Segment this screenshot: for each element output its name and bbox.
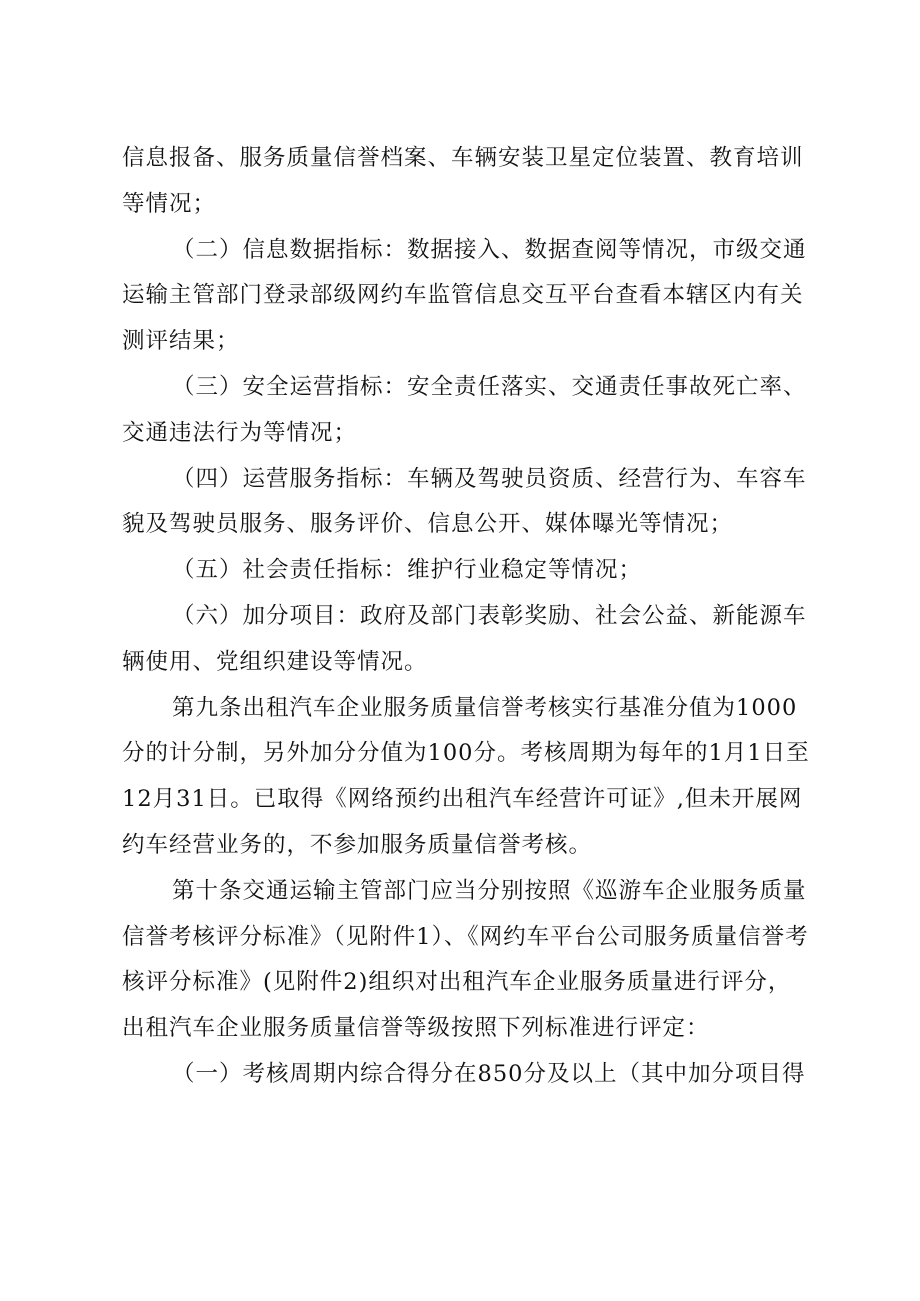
paragraph-operation-service-indicators: （四）运营服务指标：车辆及驾驶员资质、经营行为、车容车貌及驾驶员服务、服务评价、信息公开、媒体曝光等情况； xyxy=(122,465,807,538)
paragraph-bonus-items: （六）加分项目：政府及部门表彰奖励、社会公益、新能源车辆使用、党组织建设等情况。 xyxy=(122,602,807,675)
paragraph-safety-operation-indicators: （三）安全运营指标：安全责任落实、交通责任事故死亡率、交通违法行为等情况； xyxy=(122,373,807,446)
paragraph-social-responsibility-indicators: （五）社会责任指标：维护行业稳定等情况； xyxy=(172,557,643,584)
paragraph-article-nine: 第九条出租汽车企业服务质量信誉考核实行基准分值为1000分的计分制，另外加分分值为100分。考核周期为每年的1月1日至12月31日。已取得《网络预约出租汽车经营许可证》,但未开展网约车经营业务的，不参加服务质量信誉考核。 xyxy=(122,694,810,858)
paragraph-rating-level-one: （一）考核周期内综合得分在850分及以上（其中加分项目得 xyxy=(172,1060,806,1087)
paragraph-information-data-indicators: （二）信息数据指标：数据接入、数据查阅等情况，市级交通运输主管部门登录部级网约车监管信息交互平台查看本辖区内有关测评结果； xyxy=(122,236,807,355)
paragraph-article-ten: 第十条交通运输主管部门应当分别按照《巡游车企业服务质量信誉考核评分标准》（见附件1）、《网约车平台公司服务质量信誉考核评分标准》(见附件2)组织对出租汽车企业服务质量进行评分，出租汽车企业服务质量信誉等级按照下列标准进行评定： xyxy=(122,877,809,1042)
paragraph-continuation-info-reporting: 信息报备、服务质量信誉档案、车辆安装卫星定位装置、教育培训等情况； xyxy=(122,145,804,217)
document-body xyxy=(122,136,812,1098)
